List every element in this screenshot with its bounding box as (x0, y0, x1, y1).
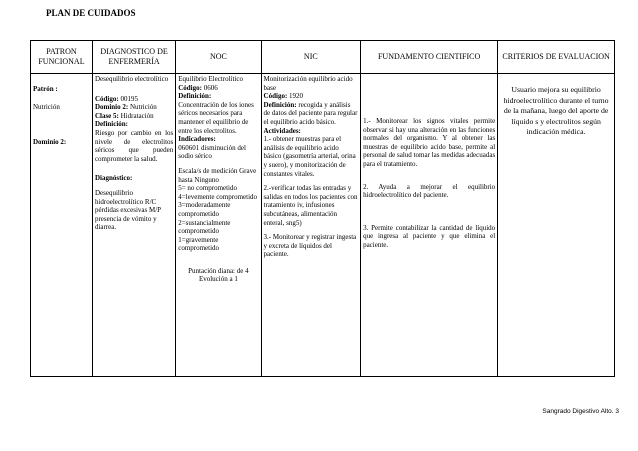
diag-diagnostico-text: Desequilibrio hidroelectrolítico R/C pérdidas excesivas M/P presencia de vómito y diarrea. (94, 188, 161, 232)
noc-indicadores-text: 060601 disminución del sodio sérico (178, 143, 246, 161)
nic-actividades-label: Actividades: (263, 126, 301, 135)
noc-codigo-label: Código: (178, 83, 202, 92)
nic-activity-3: 3.- Monitorear y registrar ingesta y excreta de líquidos del paciente. (263, 233, 357, 259)
nic-definicion (264, 101, 359, 127)
cell-diagnostico (92, 74, 175, 377)
header-diagnostico: DIAGNOSTICO DE ENFERMERÍA (92, 41, 175, 74)
diag-dominio-label: Dominio 2: (94, 103, 129, 112)
page-footer: Sangrado Digestivo Alto. 3 (542, 408, 619, 415)
noc-scale-4: 4=levemente comprometido (178, 192, 258, 201)
cell-fundamento (361, 74, 498, 377)
care-plan-table (30, 40, 615, 377)
header-noc: NOC (176, 41, 261, 74)
patron-dominio: Dominio 2: (33, 138, 67, 147)
diag-codigo-label: Código: (94, 94, 119, 103)
nic-codigo-label: Código: (263, 92, 288, 101)
cell-criterios (498, 74, 615, 377)
nic-title: Monitorización equilibrio acido base (263, 75, 353, 92)
noc-codigo-value: 0606 (203, 83, 218, 92)
noc-scale-5: 5= no comprometido (178, 184, 238, 193)
nic-activity-1: 1.- obtener muestras para el análisis de equilibrio acido básico (gasometría arterial, orina y suero), y monitorización de constantes vitales. (263, 135, 356, 178)
header-patron: PATRON FUNCIONAL (31, 41, 93, 74)
nic-activity-2: 2.-verificar todas las entradas y salidas en todos los pacientes con tratamiento iv, infusiones subcutáneas, alimentación enteral, sng5) (263, 184, 358, 227)
criterios-text: Usuario mejora su equilibrio hidroelectrolítico durante el turno de la mañana, luego del aporte de líquido s y electrolitos según indicación médica. (503, 85, 609, 136)
cell-noc (176, 74, 261, 377)
noc-scale-1: 1=gravemente comprometido (178, 235, 220, 253)
cell-nic (261, 74, 361, 377)
diag-clase-label: Clase 5: (94, 111, 119, 120)
patron-nutricion: Nutrición (33, 102, 60, 111)
table-header-row (31, 41, 615, 74)
diag-clase (95, 112, 173, 121)
cell-patron (31, 74, 93, 377)
header-criterios: CRITERIOS DE EVALUACION (498, 41, 615, 74)
noc-escala: Escala/s de medición Grave hasta Ninguno (178, 166, 257, 184)
fundamento-1: 1.- Monitorear los signos vitales permite observar si hay una alteración en las funciones normales del organismo. Y al obtener las muestras de equilibrio acido base, permite al personal de salud tomar las medidas adecuadas para el tratamiento. (363, 117, 496, 168)
noc-definicion-text: Concentración de los iones séricos necesarios para mantener el equilibrio de entre los electrolitos. (178, 100, 254, 135)
diag-dominio-value: Nutrición (129, 103, 157, 112)
nic-codigo (264, 92, 359, 101)
header-nic: NIC (261, 41, 361, 74)
diag-clase-value: Hidratación (120, 111, 154, 120)
noc-puntuacion: Puntación diana: de 4 Evolución a 1 (188, 266, 249, 284)
noc-scale-2: 2=sustancialmente comprometido (178, 218, 231, 236)
page-title: PLAN DE CUIDADOS (46, 8, 136, 18)
nic-definicion-label: Definición: (263, 100, 297, 109)
fundamento-2: 2. Ayuda a mejorar el equilibrio hidroelectrolítico del paciente. (363, 182, 496, 200)
noc-scale-3: 3=moderadamente comprometido (178, 201, 231, 218)
nic-definicion-text: recogida y análisis de datos del paciente para regular el equilibrio acido básico. (263, 100, 358, 126)
noc-indicadores-label: Indicadores: (178, 135, 216, 144)
noc-title: Equilibrio Electrolítico (178, 75, 243, 83)
patron-label: Patrón : (33, 85, 58, 93)
diag-definicion-text: Riesgo por cambio en los nivele de electrolitos séricos que pueden comprometer la salud. (94, 128, 174, 163)
header-fundamento: FUNDAMENTO CIENTIFICO (361, 41, 498, 74)
nic-codigo-value: 1920 (289, 92, 304, 101)
diag-codigo (95, 95, 173, 104)
diag-diagnostico-label: Diagnóstico: (94, 174, 133, 183)
diag-title: Desequilibrio electrolítico (94, 75, 169, 83)
table-row (31, 74, 615, 377)
fundamento-3: 3. Permite contabilizar la cantidad de líquido que ingresa al paciente y que elimina el paciente. (363, 223, 496, 249)
noc-definicion-label: Definición: (178, 92, 212, 101)
diag-codigo-value: 00195 (120, 94, 138, 103)
noc-codigo (178, 84, 258, 93)
diag-definicion-label: Definición: (94, 120, 129, 129)
diag-dominio (95, 103, 173, 112)
